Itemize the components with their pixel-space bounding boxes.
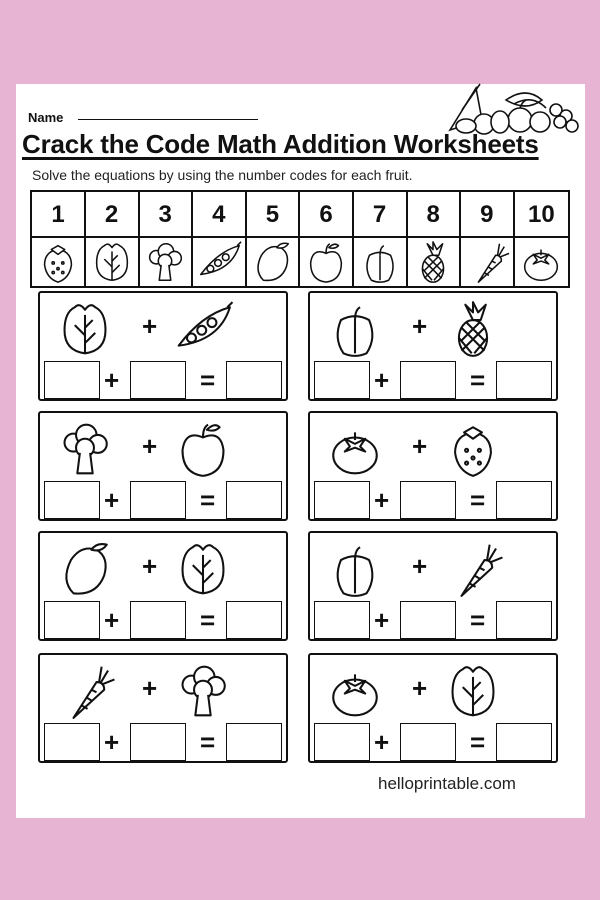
tomato-icon xyxy=(320,417,390,481)
mango-icon xyxy=(50,537,120,601)
answer-box[interactable] xyxy=(226,361,282,399)
problem-card xyxy=(38,531,288,641)
problem-card xyxy=(38,653,288,763)
code-cell xyxy=(139,192,193,288)
code-input-box[interactable] xyxy=(400,723,456,761)
code-input-box[interactable] xyxy=(314,481,370,519)
plus-sign: + xyxy=(142,431,158,461)
code-cell xyxy=(461,192,515,288)
tomato-icon xyxy=(320,659,390,723)
pepper-icon xyxy=(320,297,390,361)
code-cell xyxy=(407,192,461,288)
problem-right-fruit xyxy=(438,537,508,601)
problem-card xyxy=(38,291,288,401)
code-number: 7 xyxy=(354,192,406,238)
code-number: 5 xyxy=(246,192,298,238)
strawberry-icon xyxy=(33,238,83,286)
code-number: 10 xyxy=(514,192,568,238)
answer-box[interactable] xyxy=(226,481,282,519)
strawberry-icon xyxy=(438,417,508,481)
code-input-box[interactable] xyxy=(130,723,186,761)
code-image xyxy=(139,238,191,286)
produce-cluster-icon xyxy=(436,80,586,136)
code-image xyxy=(514,238,568,286)
page-title: Crack the Code Math Addition Worksheets xyxy=(22,129,539,159)
code-input-box[interactable] xyxy=(400,601,456,639)
equals-sign: = xyxy=(470,365,486,395)
code-number: 6 xyxy=(300,192,352,238)
code-input-box[interactable] xyxy=(130,361,186,399)
code-image xyxy=(461,238,513,286)
code-image xyxy=(193,238,245,286)
code-number: 3 xyxy=(139,192,191,238)
apple-icon xyxy=(168,417,238,481)
problem-left-fruit xyxy=(320,417,390,481)
code-image xyxy=(246,238,298,286)
carrot-icon xyxy=(438,537,508,601)
answer-box[interactable] xyxy=(226,723,282,761)
equals-sign: = xyxy=(470,605,486,635)
problem-left-fruit xyxy=(320,659,390,723)
problem-card xyxy=(308,653,558,763)
code-key-table xyxy=(30,190,570,288)
problem-left-fruit xyxy=(320,297,390,361)
plus-sign: + xyxy=(104,365,120,395)
problem-right-fruit xyxy=(168,659,238,723)
code-number: 2 xyxy=(86,192,138,238)
equals-sign: = xyxy=(200,485,216,515)
pepper-icon xyxy=(355,238,405,286)
plus-sign: + xyxy=(412,311,428,341)
carrot-icon xyxy=(50,659,120,723)
code-image xyxy=(300,238,352,286)
equals-sign: = xyxy=(470,485,486,515)
broccoli-icon xyxy=(168,659,238,723)
carrot-icon xyxy=(462,238,512,286)
code-image xyxy=(86,238,138,286)
equals-sign: = xyxy=(200,727,216,757)
code-number: 9 xyxy=(461,192,513,238)
plus-sign: + xyxy=(374,727,390,757)
peapod-icon xyxy=(168,297,238,361)
plus-sign: + xyxy=(142,551,158,581)
apple-icon xyxy=(301,238,351,286)
problem-card xyxy=(308,291,558,401)
code-input-box[interactable] xyxy=(44,601,100,639)
code-image xyxy=(407,238,459,286)
lettuce-icon xyxy=(168,537,238,601)
pineapple-icon xyxy=(408,238,458,286)
code-input-box[interactable] xyxy=(314,723,370,761)
answer-box[interactable] xyxy=(496,723,552,761)
instructions-text: Solve the equations by using the number codes for each fruit. xyxy=(32,167,413,183)
equals-sign: = xyxy=(200,365,216,395)
name-label: Name xyxy=(28,110,64,125)
pepper-icon xyxy=(320,537,390,601)
code-image xyxy=(354,238,406,286)
code-cell xyxy=(300,192,354,288)
code-input-box[interactable] xyxy=(314,601,370,639)
answer-box[interactable] xyxy=(496,601,552,639)
code-input-box[interactable] xyxy=(314,361,370,399)
problem-left-fruit xyxy=(50,659,120,723)
code-cell xyxy=(354,192,408,288)
code-image xyxy=(32,238,84,286)
name-line xyxy=(78,119,258,120)
code-cell xyxy=(86,192,140,288)
answer-box[interactable] xyxy=(496,361,552,399)
plus-sign: + xyxy=(142,311,158,341)
plus-sign: + xyxy=(374,365,390,395)
plus-sign: + xyxy=(104,605,120,635)
problem-left-fruit xyxy=(50,297,120,361)
peapod-icon xyxy=(194,238,244,286)
code-number: 8 xyxy=(407,192,459,238)
tomato-icon xyxy=(516,238,566,286)
plus-sign: + xyxy=(142,673,158,703)
code-input-box[interactable] xyxy=(44,723,100,761)
problem-left-fruit xyxy=(50,537,120,601)
problem-card xyxy=(308,411,558,521)
lettuce-icon xyxy=(438,659,508,723)
code-input-box[interactable] xyxy=(130,601,186,639)
code-input-box[interactable] xyxy=(130,481,186,519)
problem-card xyxy=(308,531,558,641)
plus-sign: + xyxy=(374,605,390,635)
worksheet-page xyxy=(16,84,585,818)
plus-sign: + xyxy=(374,485,390,515)
plus-sign: + xyxy=(412,551,428,581)
code-cell xyxy=(246,192,300,288)
answer-box[interactable] xyxy=(226,601,282,639)
equals-sign: = xyxy=(200,605,216,635)
problem-right-fruit xyxy=(438,417,508,481)
problem-card xyxy=(38,411,288,521)
code-number: 4 xyxy=(193,192,245,238)
lettuce-icon xyxy=(50,297,120,361)
broccoli-icon xyxy=(140,238,190,286)
problem-right-fruit xyxy=(438,659,508,723)
code-cell xyxy=(32,192,86,288)
code-number: 1 xyxy=(32,192,84,238)
problem-left-fruit xyxy=(50,417,120,481)
problem-right-fruit xyxy=(168,417,238,481)
problem-left-fruit xyxy=(320,537,390,601)
plus-sign: + xyxy=(412,431,428,461)
plus-sign: + xyxy=(104,727,120,757)
code-cell xyxy=(514,192,568,288)
problem-right-fruit xyxy=(438,297,508,361)
code-input-box[interactable] xyxy=(44,481,100,519)
lettuce-icon xyxy=(87,238,137,286)
code-input-box[interactable] xyxy=(44,361,100,399)
answer-box[interactable] xyxy=(496,481,552,519)
code-input-box[interactable] xyxy=(400,481,456,519)
plus-sign: + xyxy=(104,485,120,515)
problem-right-fruit xyxy=(168,297,238,361)
plus-sign: + xyxy=(412,673,428,703)
equals-sign: = xyxy=(470,727,486,757)
website-label: helloprintable.com xyxy=(378,774,516,793)
mango-icon xyxy=(247,238,297,286)
broccoli-icon xyxy=(50,417,120,481)
code-input-box[interactable] xyxy=(400,361,456,399)
pineapple-icon xyxy=(438,297,508,361)
problem-right-fruit xyxy=(168,537,238,601)
code-cell xyxy=(193,192,247,288)
